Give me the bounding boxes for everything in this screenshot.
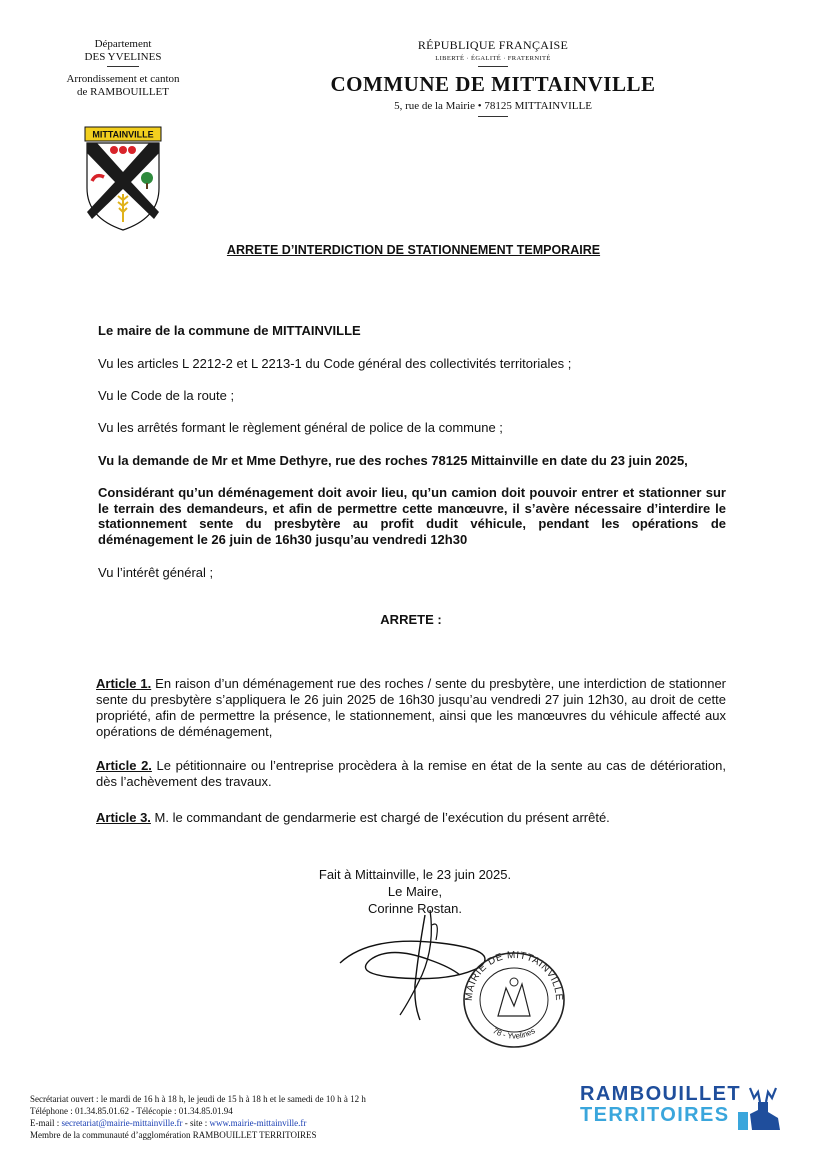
article-text: M. le commandant de gendarmerie est chargé de l’exécution du présent arrêté. [150,810,610,825]
vu-arretes: Vu les arrêtés formant le règlement général de police de la commune ; [98,420,503,435]
svg-text:78 - Yvelines [491,1026,536,1041]
article-2 [96,758,726,790]
membership-line: Membre de la communauté d’agglomération RAMBOUILLET TERRITOIRES [30,1130,317,1140]
crest-banner-text: MITTAINVILLE [92,129,154,140]
place-date: Fait à Mittainville, le 23 juin 2025. [318,867,512,882]
department-header [40,38,206,99]
article-text: En raison d’un déménagement rue des roches / sente du presbytère, une interdiction de stationner sente du presbytère s’appliquera le 26 juin 2025 de 16h30 jusqu’au vendredi 27 juin 12h30, au droit de cette propriété, afin de permettre la présence, le stationnement, ainsi que les manœuvres du véhicule affecté aux opérations de déménagement, [96,676,727,739]
arrete-heading: ARRETE : [380,612,442,627]
rambouillet-territoires-logo [580,1084,795,1136]
divider [478,116,508,117]
vu-interet: Vu l’intérêt général ; [98,565,214,580]
site-prefix: - site : [182,1118,210,1128]
republic-label: RÉPUBLIQUE FRANÇAISE [417,38,569,52]
department-name: DES YVELINES [84,51,162,63]
mairie-stamp [458,946,570,1050]
stag-icon [738,1084,788,1132]
department-label: Département [94,38,152,50]
commune-address: 5, rue de la Mairie • 78125 MITTAINVILLE [394,100,592,112]
phone-line: Téléphone : 01.34.85.01.62 - Télécopie : 01.34.85.01.94 [30,1106,233,1116]
article-label: Article 1. [96,676,152,691]
document-title: ARRETE D’INTERDICTION DE STATIONNEMENT TEMPORAIRE [226,243,601,257]
article-1 [96,676,726,740]
commune-header [300,38,686,122]
vu-demande: Vu la demande de Mr et Mme Dethyre, rue des roches 78125 Mittainville en date du 23 juin 2025, [98,453,688,468]
contact-line [30,1117,366,1129]
motto: LIBERTÉ · ÉGALITÉ · FRATERNITÉ [435,55,551,62]
stamp-bottom-text: 78 - Yvelines [491,1026,537,1041]
divider [478,66,508,67]
opening-hours: Secrétariat ouvert : le mardi de 16 h à 18 h, le jeudi de 15 h à 18 h et le samedi de 10 h à 12 h [30,1094,366,1104]
logo-line2: TERRITOIRES [580,1104,730,1126]
email-prefix: E-mail : [30,1118,62,1128]
article-label: Article 3. [96,810,151,825]
svg-text:MAIRIE DE MITTAINVILLE [464,950,564,1002]
article-3 [96,810,726,826]
arrondissement-name: de RAMBOUILLET [77,86,169,98]
coat-of-arms [84,126,162,232]
commune-title: COMMUNE DE MITTAINVILLE [330,72,656,96]
email-link[interactable]: secretariat@mairie-mittainville.fr [61,1118,183,1128]
signatory-role: Le Maire, [387,884,443,899]
divider [107,66,139,67]
footer [30,1093,366,1141]
arrondissement-label: Arrondissement et canton [66,73,180,85]
site-link[interactable]: www.mairie-mittainville.fr [209,1118,307,1128]
vu-code-route: Vu le Code de la route ; [98,388,235,403]
article-label: Article 2. [96,758,152,773]
logo-line1: RAMBOUILLET [580,1083,741,1105]
article-text: Le pétitionnaire ou l’entreprise procèdera à la remise en état de la sente au cas de détérioration, dès l’achèvement des travaux. [96,758,726,789]
vu-articles: Vu les articles L 2212-2 et L 2213-1 du Code général des collectivités territoriales ; [98,356,572,371]
mayor-line: Le maire de la commune de MITTAINVILLE [98,323,361,338]
crest-icon [84,126,162,232]
signatory-name: Corinne Rostan. [368,901,462,916]
considerant: Considérant qu’un déménagement doit avoir lieu, qu’un camion doit pouvoir entrer et stationner sur le terrain des demandeurs, et afin de permettre cette manœuvre, il s’avère nécessaire d’interdire le stationnement sente du presbytère au profit dudit véhicule, pendant les opérations de déménagement le 26 juin de 16h30 jusqu’au vendredi 12h30 [98,485,726,547]
stamp-top-text: MAIRIE DE MITTAINVILLE [463,949,565,1002]
